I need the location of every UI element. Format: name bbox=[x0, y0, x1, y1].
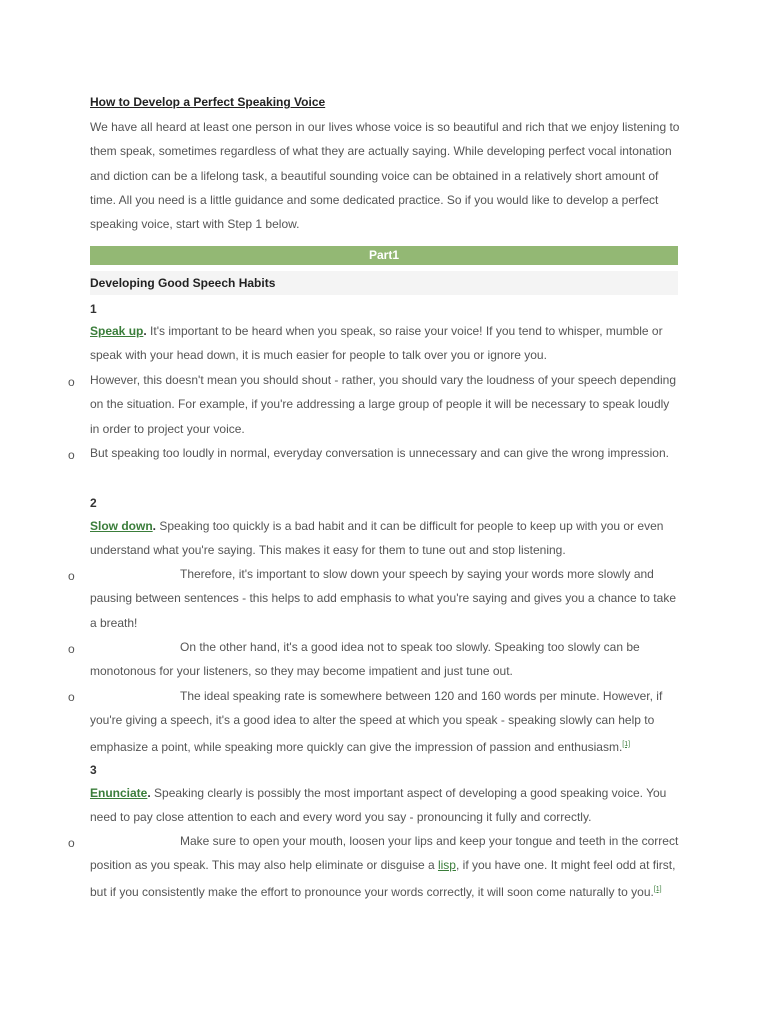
period: . bbox=[143, 324, 147, 338]
step-text: Speaking clearly is possibly the most important aspect of developing a good speaking voice. You need to pay close attention to each and every word you say - pronouncing it fully and correctly. bbox=[90, 786, 667, 825]
step-paragraph bbox=[90, 319, 680, 368]
list-item bbox=[90, 562, 680, 635]
bullet-icon: o bbox=[68, 836, 75, 850]
list-item bbox=[90, 684, 680, 759]
list-item bbox=[90, 829, 680, 904]
bullet-icon: o bbox=[68, 448, 75, 462]
period: . bbox=[152, 519, 157, 533]
step-paragraph bbox=[90, 514, 680, 563]
step-number: 2 bbox=[90, 496, 97, 510]
article-title: How to Develop a Perfect Speaking Voice bbox=[90, 95, 326, 109]
step-number: 1 bbox=[90, 302, 97, 316]
section-heading: Developing Good Speech Habits bbox=[90, 271, 678, 295]
step-link-enunciate[interactable]: Enunciate bbox=[90, 786, 148, 800]
step-link-speak-up[interactable]: Speak up bbox=[90, 324, 144, 338]
list-item-text: , if you have one. It might feel odd at first, but if you consistently make the effort to pronounce your words correctly, it will soon come naturally to you. bbox=[90, 858, 676, 899]
bullet-icon: o bbox=[68, 569, 75, 583]
period: . bbox=[147, 786, 151, 800]
step-text: Speaking too quickly is a bad habit and it can be difficult for people to keep up with you or even understand what you're saying. This makes it easy for them to tune out and stop listening. bbox=[90, 519, 664, 558]
reference-link[interactable]: [1] bbox=[622, 740, 631, 748]
list-item-text: The ideal speaking rate is somewhere between 120 and 160 words per minute. However, if you're giving a speech, it's a good idea to alter the speed at which you speak - speaking slowly can help to emphasize a point, while speaking more quickly can give the impression of passion and enthusiasm. bbox=[90, 689, 663, 754]
bullet-icon: o bbox=[68, 642, 75, 656]
list-item bbox=[90, 635, 680, 684]
intro-paragraph: We have all heard at least one person in our lives whose voice is so beautiful and rich that we enjoy listening to them speak, sometimes regardless of what they are actually saying. While developing perfect vocal intonation and diction can be a lifelong task, a beautiful sounding voice can be obtained in a relatively short amount of time. All you need is a little guidance and some dedicated practice. So if you would like to develop a perfect speaking voice, start with Step 1 below. bbox=[90, 120, 680, 232]
bullet-icon: o bbox=[68, 375, 75, 389]
part-banner: Part1 bbox=[90, 246, 678, 265]
list-item-text: Make sure to open your mouth, loosen your lips and keep your tongue and teeth in the correct position as you speak. This may also help eliminate or disguise a bbox=[90, 834, 679, 873]
bullet-icon: o bbox=[68, 690, 75, 704]
step-number: 3 bbox=[90, 763, 97, 777]
reference-link[interactable]: [1] bbox=[653, 885, 662, 893]
step-paragraph bbox=[90, 781, 680, 830]
list-item: However, this doesn't mean you should shout - rather, you should vary the loudness of your speech depending on the situation. For example, if you're addressing a large group of people it will be necessary to speak loudly in order to project your voice. bbox=[90, 373, 676, 436]
step-link-slow-down[interactable]: Slow down bbox=[90, 519, 153, 533]
list-item: But speaking too loudly in normal, everyday conversation is unnecessary and can give the wrong impression. bbox=[90, 446, 669, 460]
list-item-text: On the other hand, it's a good idea not to speak too slowly. Speaking too slowly can be monotonous for your listeners, so they may become impatient and just tune out. bbox=[90, 640, 640, 679]
list-item-text: Therefore, it's important to slow down your speech by saying your words more slowly and pausing between sentences - this helps to add emphasis to what you're saying and gives you a chance to take a breath! bbox=[90, 567, 676, 630]
lisp-link[interactable]: lisp bbox=[437, 858, 456, 873]
step-text: It's important to be heard when you speak, so raise your voice! If you tend to whisper, mumble or speak with your head down, it is much easier for people to talk over you or ignore you. bbox=[90, 324, 663, 363]
